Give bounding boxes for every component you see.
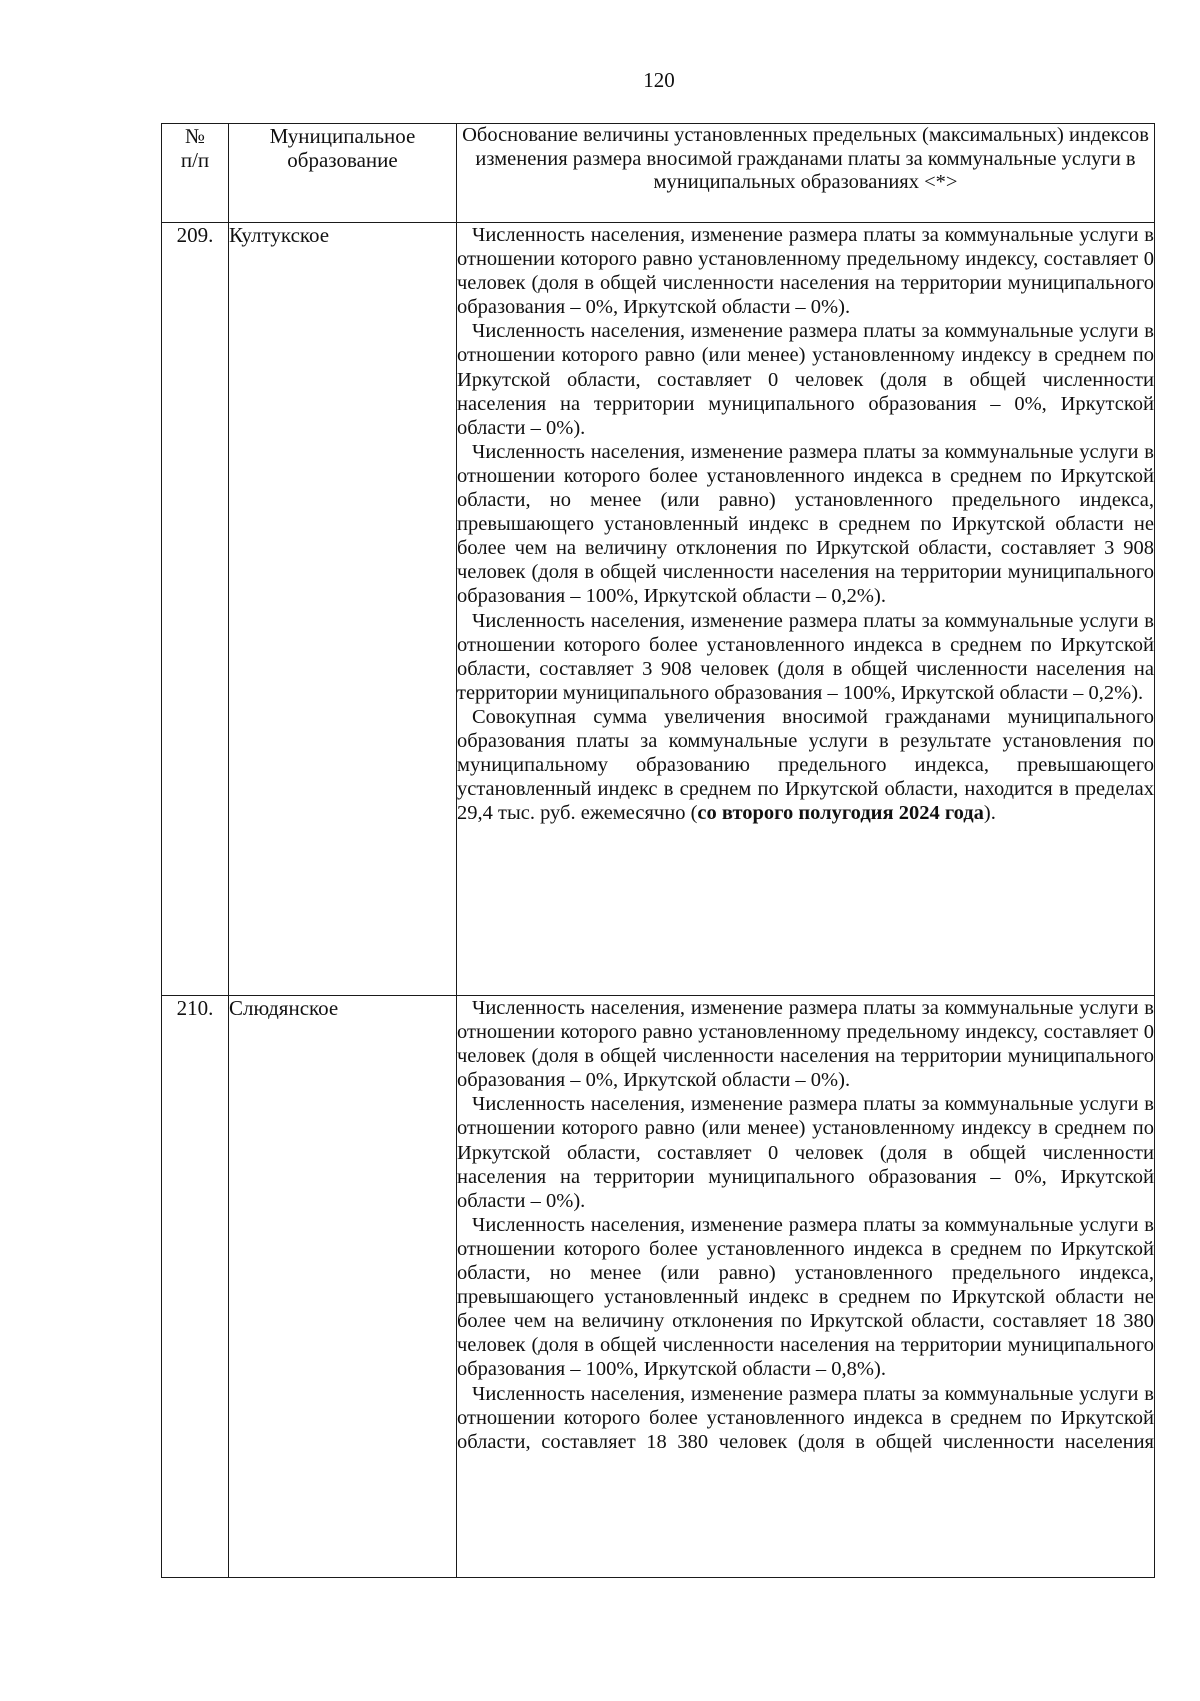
paragraph: Численность населения, изменение размера платы за коммунальные услуги в отношении которого более установленного индекса в среднем по Иркутской области, но менее (или равно) установленного предельного индекса, превышающего установленный индекс в среднем по Иркутской области не более чем на величину отклонения по Иркутской области, составляет 3 908 человек (доля в общей численности населения на территории муниципального образования – 100%, Иркутской области – 0,2%). <box>457 440 1154 608</box>
table-header-row <box>162 124 1155 223</box>
paragraph: Численность населения, изменение размера платы за коммунальные услуги в отношении которого равно установленному предельному индексу, составляет 0 человек (доля в общей численности населения на территории муниципального образования – 0%, Иркутской области – 0%). <box>457 224 1154 319</box>
row-number: 209. <box>162 223 229 996</box>
paragraph: Численность населения, изменение размера платы за коммунальные услуги в отношении которого более установленного индекса в среднем по Иркутской области, составляет 3 908 человек (доля в общей численности населения на территории муниципального образования – 100%, Иркутской области – 0,2%). <box>457 609 1154 704</box>
header-justification <box>457 124 1155 223</box>
paragraph-summary <box>457 705 1154 825</box>
paragraph: Численность населения, изменение размера платы за коммунальные услуги в отношении которого равно установленному предельному индексу, составляет 0 человек (доля в общей численности населения на территории муниципального образования – 0%, Иркутской области – 0%). <box>457 997 1154 1092</box>
header-municipality-text: Муниципальное образование <box>269 124 416 172</box>
summary-text: Совокупная сумма увеличения вносимой гражданами муниципального образования платы за коммунальные услуги в результате установления по муниципальному образованию предельного индекса, превышающего установленный индекс в среднем по Иркутской области, находится в пределах 29,4 тыс. руб. ежемесячно ( <box>457 705 1154 825</box>
summary-tail: ). <box>983 802 996 825</box>
row-justification <box>457 996 1155 1578</box>
page-number: 120 <box>643 68 675 92</box>
table-row-209 <box>162 223 1155 996</box>
header-number <box>162 124 229 223</box>
summary-period: со второго полугодия 2024 года <box>697 802 984 825</box>
row-municipality: Слюдянское <box>229 996 457 1578</box>
paragraph: Численность населения, изменение размера платы за коммунальные услуги в отношении которого равно (или менее) установленному индексу в среднем по Иркутской области, составляет 0 человек (доля в общей численности населения на территории муниципального образования – 0%, Иркутской области – 0%). <box>457 320 1154 439</box>
paragraph: Численность населения, изменение размера платы за коммунальные услуги в отношении которого более установленного индекса в среднем по Иркутской области, но менее (или равно) установленного предельного индекса, превышающего установленный индекс в среднем по Иркутской области не более чем на величину отклонения по Иркутской области, составляет 18 380 человек (доля в общей численности населения на территории муниципального образования – 100%, Иркутской области – 0,8%). <box>457 1213 1154 1381</box>
paragraph: Численность населения, изменение размера платы за коммунальные услуги в отношении которого более установленного индекса в среднем по Иркутской области, составляет 18 380 человек (доля в общей численности населения <box>457 1382 1154 1453</box>
header-municipality <box>229 124 457 223</box>
header-number-text: № п/п <box>180 124 210 172</box>
row-justification <box>457 223 1155 996</box>
row-number: 210. <box>162 996 229 1578</box>
header-justification-text: Обоснование величины установленных предельных (максимальных) индексов изменения размера вносимой гражданами платы за коммунальные услуги в муниципальных образованиях <*> <box>462 124 1149 193</box>
data-table <box>161 123 1155 1578</box>
table-row-210 <box>162 996 1155 1578</box>
paragraph: Численность населения, изменение размера платы за коммунальные услуги в отношении которого равно (или менее) установленному индексу в среднем по Иркутской области, составляет 0 человек (доля в общей численности населения на территории муниципального образования – 0%, Иркутской области – 0%). <box>457 1093 1154 1212</box>
row-municipality: Култукское <box>229 223 457 996</box>
